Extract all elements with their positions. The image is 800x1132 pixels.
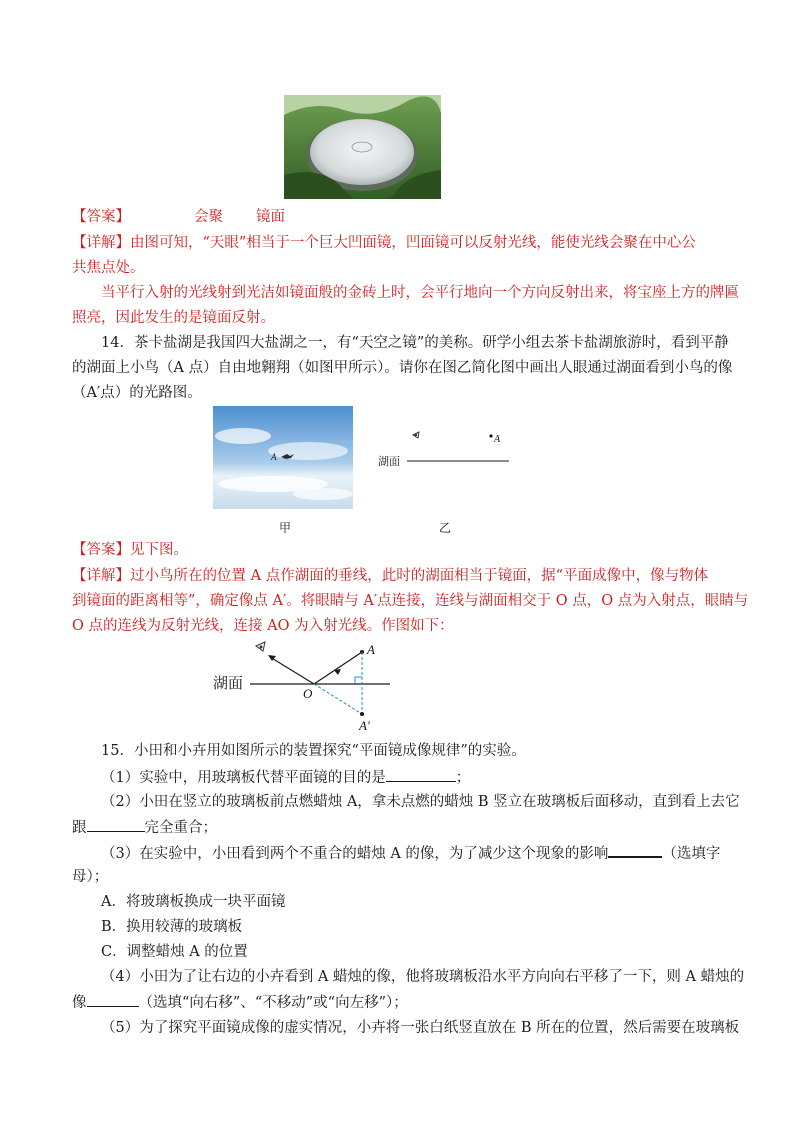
incident-arrow xyxy=(334,669,341,675)
virtual-ray xyxy=(314,684,362,714)
bird-point xyxy=(489,434,492,437)
q15-stem: 15．小田和小卉用如图所示的装置探究“平面镜成像规律”的实验。 xyxy=(101,743,526,759)
answer-14 xyxy=(72,540,188,560)
option-B: B．换用较薄的玻璃板 xyxy=(101,919,243,935)
photo-label-A: A xyxy=(271,452,277,462)
ray-diagram xyxy=(210,640,400,732)
answer-13 xyxy=(72,207,130,227)
q15-part-4-hint: （选填“向右移”、“不移动”或“向左移”）； xyxy=(138,995,408,1011)
answer-text: 见下图。 xyxy=(130,542,188,558)
detail-tag: 【详解】 xyxy=(72,235,130,251)
label-A: A xyxy=(367,642,375,657)
lake-label: 湖面 xyxy=(378,455,400,468)
detail-tag: 【详解】 xyxy=(72,568,130,584)
q14-line-2: 的湖面上小鸟（A 点）自由地翱翔（如图甲所示）。请你在图乙简化图中画出人眼通过湖面看到小鸟的像 xyxy=(72,360,733,376)
answer-blank-4[interactable] xyxy=(87,992,139,1007)
detail-13-line-2: 共焦点处。 xyxy=(72,260,145,276)
answer-13-value-1: 会聚 xyxy=(194,209,223,225)
option-A: A．将玻璃板换成一块平面镜 xyxy=(101,894,286,910)
telescope-photo xyxy=(284,95,441,199)
q15-part-1-text: （1）实验中，用玻璃板代替平面镜的目的是 xyxy=(101,770,386,786)
q14-line-3: （A′点）的光路图。 xyxy=(72,385,202,401)
option-C: C．调整蜡烛 A 的位置 xyxy=(101,944,248,960)
detail-13-line-1 xyxy=(72,233,696,253)
point-A-label: A xyxy=(494,434,501,445)
q15-part-5-line-1: （5）为了探究平面镜成像的虚实情况，小卉将一张白纸竖直放在 B 所在的位置，然后需要在玻璃板 xyxy=(101,1020,740,1036)
eye-icon xyxy=(256,642,265,651)
caption-jia: 甲 xyxy=(279,521,292,535)
q14-line-1: 14．茶卡盐湖是我国四大盐湖之一，有“天空之镜”的美称。研学小组去茶卡盐湖旅游时，看到平静 xyxy=(101,335,729,351)
q15-part-4-line-1: （4）小田为了让右边的小卉看到 A 蜡烛的像，他将玻璃板沿水平方向向右平移了一下，则 A 蜡烛的 xyxy=(101,969,745,985)
q15-part-3-hint: （选填字 xyxy=(662,846,721,862)
reflected-ray xyxy=(270,657,314,684)
label-O: O xyxy=(303,686,313,701)
detail-text: 过小鸟所在的位置 A 点作湖面的垂线，此时的湖面相当于镜面，据“平面成像中，像与物体 xyxy=(130,568,709,584)
q15-part-4-line-2 xyxy=(72,992,408,1013)
q15-part-2-end: 完全重合； xyxy=(144,820,217,836)
q15-part-1 xyxy=(101,767,470,788)
q15-part-1-end: ； xyxy=(455,770,471,786)
simplified-figure xyxy=(375,426,520,471)
q15-part-3-text: （3）在实验中，小田看到两个不重合的蜡烛 A 的像，为了减少这个现象的影响 xyxy=(101,846,609,862)
lake-label: 湖面 xyxy=(213,674,244,692)
eye-icon xyxy=(413,432,419,438)
answer-13-value-2: 镜面 xyxy=(256,209,285,225)
q15-part-3-line-2: 母）； xyxy=(72,869,109,885)
q15-part-3-line-1 xyxy=(101,842,720,864)
caption-yi: 乙 xyxy=(439,521,452,535)
answer-tag: 【答案】 xyxy=(72,209,130,225)
detail-13-line-3: 当平行入射的光线射到光洁如镜面般的金砖上时，会平行地向一个方向反射出来，将宝座上方的牌匾 xyxy=(101,285,739,301)
detail-14-line-2: 到镜面的距离相等”，确定像点 A′。将眼睛与 A′点连接，连线与湖面相交于 O 点，O 点为入射点，眼睛与 xyxy=(72,593,749,609)
detail-14-line-3: O 点的连线为反射光线，连接 AO 为入射光线。作图如下： xyxy=(72,618,454,634)
q15-part-4-text: 像 xyxy=(72,995,87,1011)
label-A-prime: A′ xyxy=(359,718,370,732)
salt-lake-photo xyxy=(213,406,353,509)
point-A-prime xyxy=(360,712,364,716)
right-angle-mark xyxy=(355,677,362,684)
detail-13-line-4: 照亮，因此发生的是镜面反射。 xyxy=(72,310,275,326)
answer-blank-2[interactable] xyxy=(87,817,145,832)
q15-part-2-line-1: （2）小田在竖立的玻璃板前点燃蜡烛 A，拿未点燃的蜡烛 B 竖立在玻璃板后面移动，直到看上去它 xyxy=(101,794,740,810)
detail-14-line-1 xyxy=(72,566,708,586)
detail-text: 由图可知，“天眼”相当于一个巨大凹面镜，凹面镜可以反射光线，能使光线会聚在中心公 xyxy=(130,235,696,251)
answer-blank-1[interactable] xyxy=(386,767,456,782)
q15-part-2-text: 跟 xyxy=(72,820,87,836)
q15-part-2-line-2 xyxy=(72,817,217,838)
answer-blank-3[interactable] xyxy=(608,842,662,858)
answer-tag: 【答案】 xyxy=(72,542,130,558)
